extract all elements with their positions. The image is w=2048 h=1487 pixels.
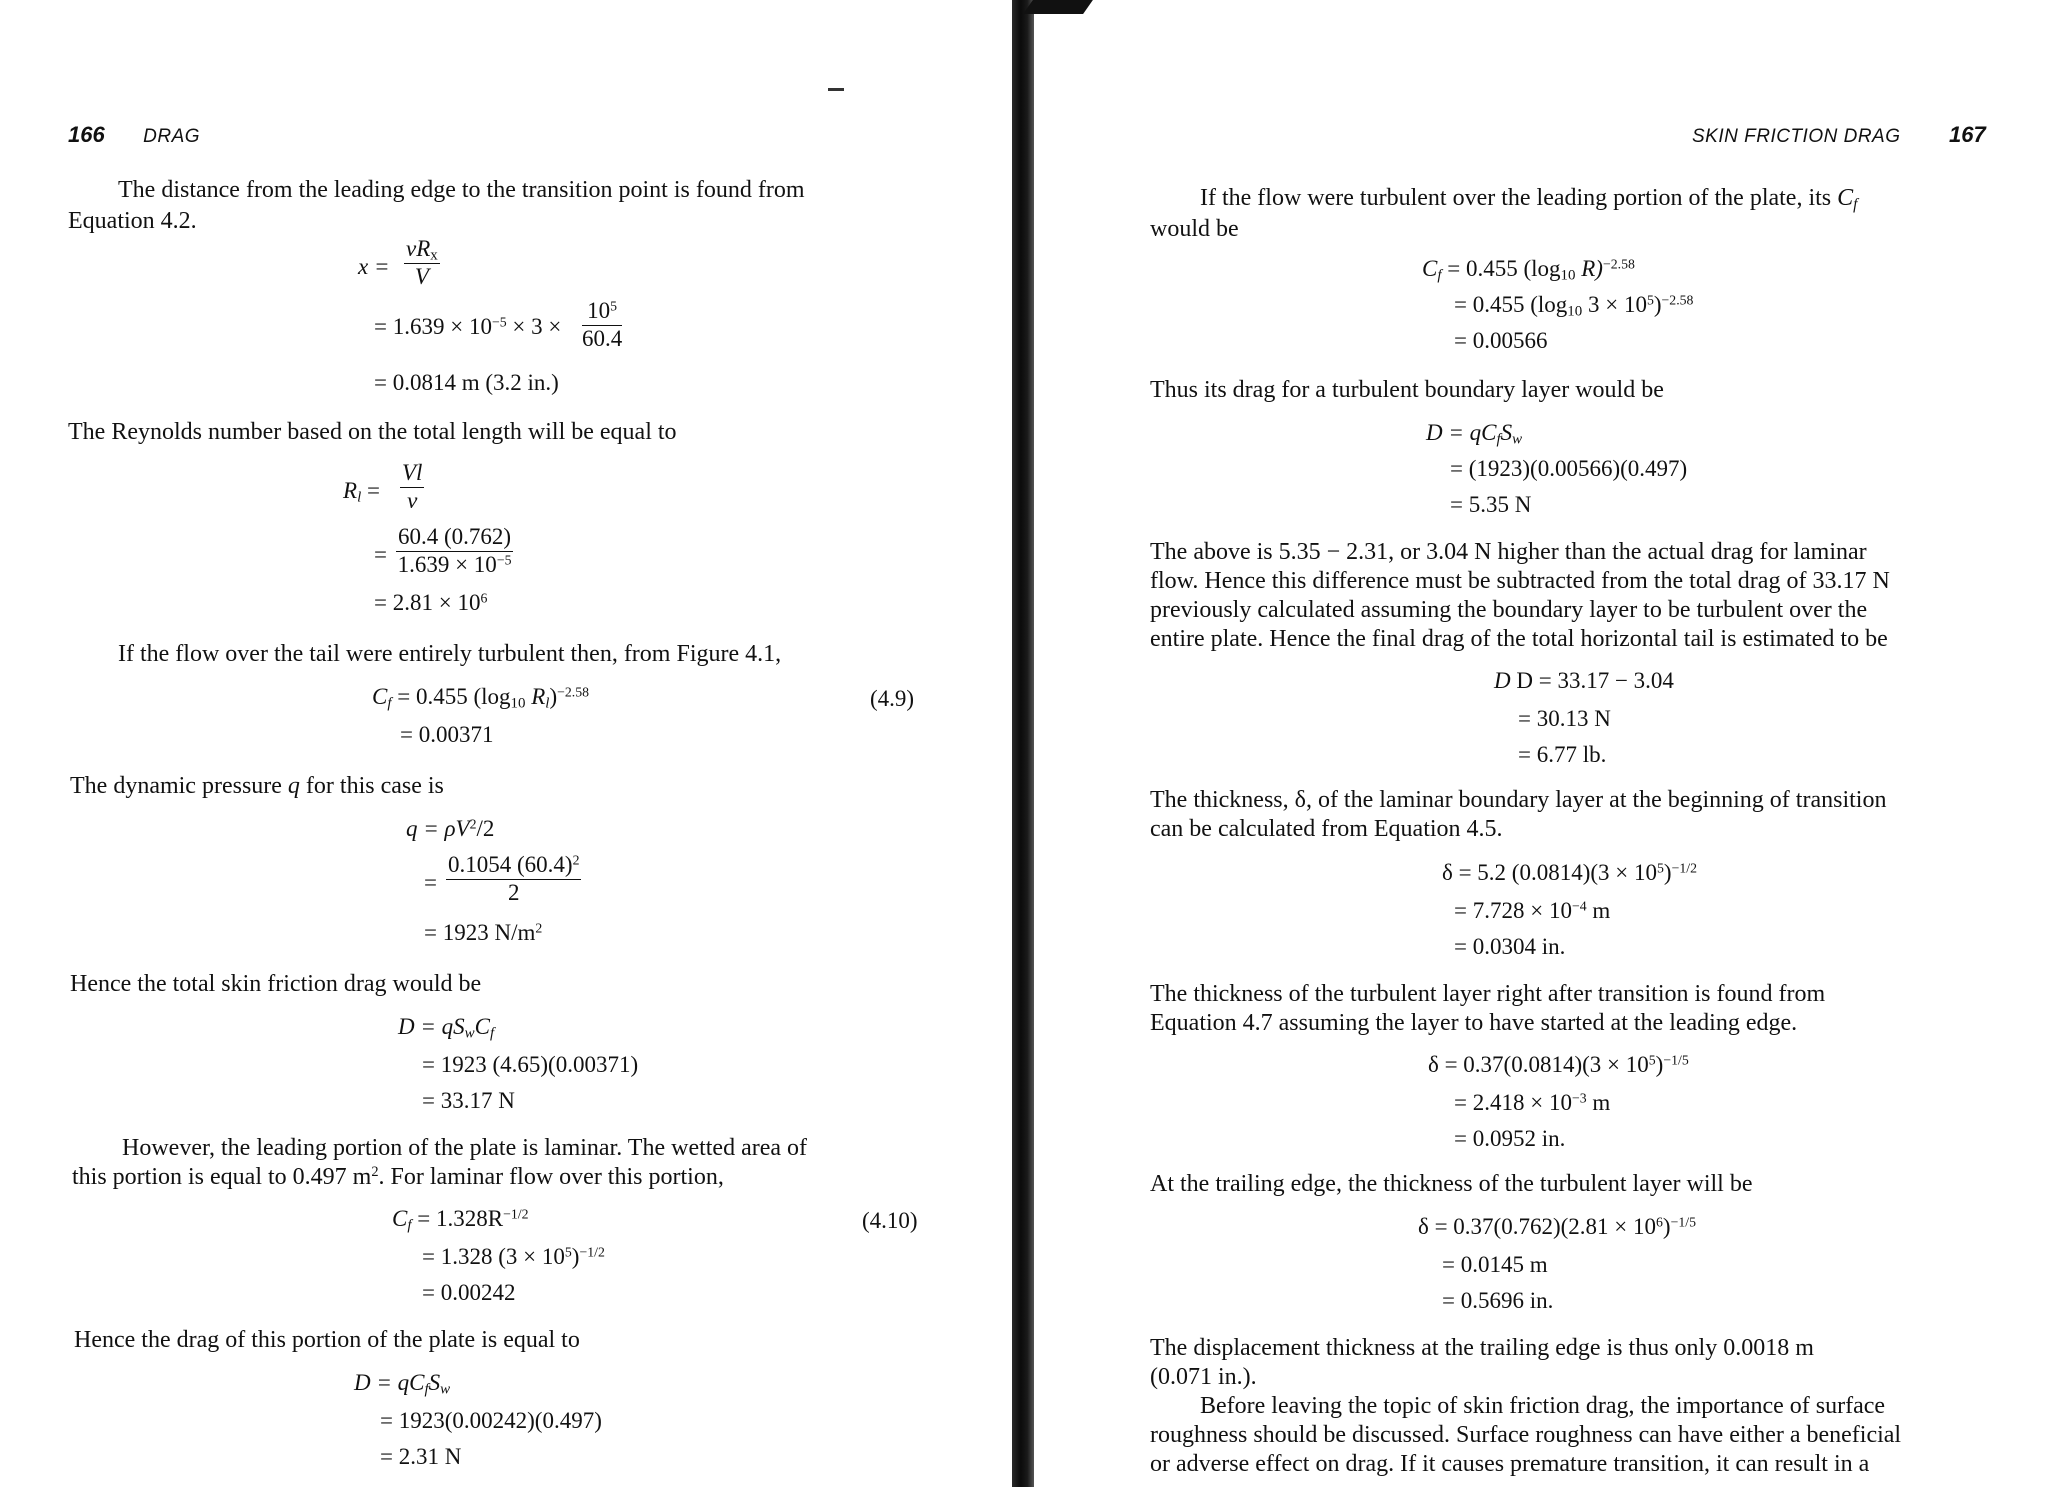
equation: = 0.0814 m (3.2 in.)	[374, 370, 559, 395]
equation: = 1923(0.00242)(0.497)	[380, 1408, 602, 1433]
paragraph-line: Hence the drag of this portion of the plate is equal to	[74, 1327, 580, 1353]
equation: D D = 33.17 − 3.04	[1494, 668, 1674, 693]
equation: = $7.728 \times 10^{-4}$ m	[1454, 898, 1611, 923]
right-page	[1042, 0, 2048, 1487]
equation: =	[374, 542, 387, 567]
equation: $C_f = 1.328R^{-1/2}$	[392, 1206, 529, 1234]
paragraph-line: can be calculated from Equation 4.5.	[1150, 816, 1503, 842]
equation: = 6.77 lb.	[1518, 742, 1607, 767]
equation: =	[424, 870, 437, 895]
equation: = 0.0145 m	[1442, 1252, 1548, 1277]
fraction: $\nu R_x$ V	[406, 236, 438, 289]
paragraph-line: Hence the total skin friction drag would be	[70, 971, 482, 997]
paragraph-line: Equation 4.2.	[68, 208, 197, 234]
page-number: 166	[68, 122, 105, 147]
equation: = 0.0952 in.	[1454, 1126, 1566, 1151]
paragraph-line: The distance from the leading edge to the transition point is found from	[118, 177, 805, 203]
paragraph-line: The Reynolds number based on the total length will be equal to	[68, 419, 677, 445]
fraction: $\frac{60.4 (0.762)}{1.639 \times 10^{-5}}$	[397, 524, 512, 577]
paragraph-line: The thickness of the turbulent layer right after transition is found from	[1150, 981, 1826, 1007]
equation: = 33.17 N	[422, 1088, 515, 1113]
equation: $D = qS_wC_f$	[398, 1014, 495, 1042]
equation: = (1923)(0.00566)(0.497)	[1450, 456, 1688, 481]
right-page-header	[1692, 122, 1986, 148]
equation: = 1923 $N/m^2$	[424, 920, 543, 945]
paragraph-line: At the trailing edge, the thickness of the turbulent layer will be	[1150, 1171, 1753, 1197]
paragraph-line: The above is 5.35 − 2.31, or 3.04 N higher than the actual drag for laminar	[1150, 539, 1867, 565]
running-head: DRAG	[143, 126, 201, 147]
equation: = $2.81 \times 10^6$	[374, 590, 488, 615]
paragraph-line: If the flow over the tail were entirely turbulent then, from Figure 4.1,	[118, 641, 782, 667]
paragraph-line: Thus its drag for a turbulent boundary layer would be	[1150, 377, 1664, 403]
paragraph-line: entire plate. Hence the final drag of the total horizontal tail is estimated to be	[1150, 626, 1888, 652]
equation: = 0.5696 in.	[1442, 1288, 1554, 1313]
page-number: 167	[1948, 122, 1986, 147]
equation: = 0.455 ($\log_{10}$ $3 \times 10^5)^{-2.58}$	[1454, 292, 1694, 320]
paragraph-line: would be	[1150, 216, 1239, 242]
equation: $C_f = 0.455$ ($\log_{10}$ R)$^{-2.58}$	[1422, 256, 1635, 284]
left-page-header	[68, 122, 200, 148]
equation: = $2.418 \times 10^{-3}$ m	[1454, 1090, 1611, 1115]
equation: = $1.639 \times 10^{-5} \times 3$ ×	[374, 314, 562, 339]
running-head: SKIN FRICTION DRAG	[1692, 126, 1901, 147]
paragraph-line: The thickness, δ, of the laminar boundary layer at the beginning of transition	[1150, 787, 1887, 813]
paragraph-line: flow. Hence this difference must be subtracted from the total drag of 33.17 N	[1150, 568, 1890, 594]
paragraph-line: or adverse effect on drag. If it causes premature transition, it can result in a	[1150, 1451, 1870, 1477]
paragraph-line: The dynamic pressure q for this case is	[70, 773, 444, 799]
equation-number: (4.10)	[862, 1208, 918, 1233]
equation: δ = 5.2 $(0.0814)(3 \times 10^5)^{-1/2}$	[1442, 860, 1698, 885]
equation: $D = qC_fS_w$	[354, 1370, 451, 1398]
equation: = 0.00566	[1454, 328, 1548, 353]
paragraph-line: roughness should be discussed. Surface roughness can have either a beneficial	[1150, 1422, 1902, 1448]
left-page	[0, 0, 1010, 1487]
equation: $C_f = 0.455$ ($\log_{10}$ $R_l)^{-2.58}$	[372, 684, 590, 712]
equation: $R_l$ =	[343, 478, 380, 506]
book-gutter	[1012, 0, 1034, 1487]
equation: = 0.00371	[400, 722, 494, 747]
paragraph-line: Equation 4.7 assuming the layer to have started at the leading edge.	[1150, 1010, 1798, 1036]
fraction: $\frac{10^5}{60.4}$	[582, 298, 623, 351]
equation: $D = qC_fS_w$	[1426, 420, 1523, 448]
equation: = 5.35 N	[1450, 492, 1532, 517]
paragraph-line: this portion is equal to 0.497 $m^2$. For laminar flow over this portion,	[72, 1164, 724, 1190]
paragraph-line: Before leaving the topic of skin friction drag, the importance of surface	[1200, 1393, 1886, 1419]
paragraph-line: previously calculated assuming the boundary layer to be turbulent over the	[1150, 597, 1868, 623]
fraction: $\frac{0.1054 (60.4)^2}{2}$	[448, 852, 580, 905]
equation: $\delta = 0.37(0.762)(2.81 \times 10^6)^{-1/5}$	[1418, 1214, 1697, 1239]
equation: $\delta = 0.37(0.0814)(3 \times 10^5)^{-1/5}$	[1428, 1052, 1689, 1077]
equation-number: (4.9)	[870, 686, 915, 711]
equation: = 2.31 N	[380, 1444, 462, 1469]
equation: = 1923 (4.65)(0.00371)	[422, 1052, 639, 1077]
paragraph-line: The displacement thickness at the trailing edge is thus only 0.0018 m	[1150, 1335, 1814, 1361]
print-mark	[828, 88, 844, 91]
paragraph-line: (0.071 in.).	[1150, 1364, 1257, 1390]
paragraph-line: However, the leading portion of the plate is laminar. The wetted area of	[122, 1135, 808, 1161]
fraction: $\frac{Vl}{\nu}$	[402, 460, 423, 513]
equation: = 1.328 $(3 \times 10^5)^{-1/2}$	[422, 1244, 605, 1269]
paragraph-line: If the flow were turbulent over the leading portion of the plate, its $C_f$	[1200, 185, 1858, 213]
equation: = 30.13 N	[1518, 706, 1611, 731]
equation: $q = \rho V^2/2$	[406, 816, 495, 841]
equation: x =	[358, 254, 390, 279]
equation: = 0.00242	[422, 1280, 516, 1305]
equation: = 0.0304 in.	[1454, 934, 1566, 959]
